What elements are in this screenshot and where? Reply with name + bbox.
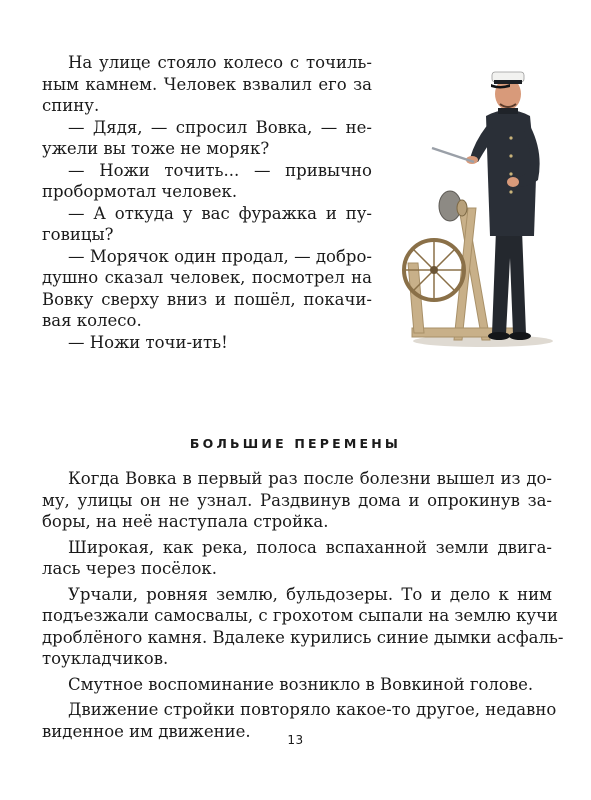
knife-grinder-man-illustration [398, 58, 558, 354]
text-line: му, улицы он не узнал. Раздвинув дома и опрокинув за- [42, 490, 552, 510]
text-line: — Ножи точить... — привычно [68, 160, 372, 180]
text-line: спину. [42, 96, 100, 115]
text-line: подъезжали самосвалы, с грохотом сыпали на землю кучи [42, 606, 559, 625]
text-line: — Ножи точи-ить! [68, 332, 228, 352]
text-line: Движение стройки повторяло какое-то другое, недавно [68, 700, 557, 719]
text-line: лась через посёлок. [42, 559, 217, 578]
text-line: тоукладчиков. [42, 649, 169, 668]
text-line: ужели вы тоже не моряк? [42, 139, 270, 158]
text-line: пробормотал человек. [42, 182, 238, 201]
text-line: боры, на неё наступала стройка. [42, 512, 329, 531]
dialogue-block [42, 52, 372, 353]
text-line: Широкая, как река, полоса вспаханной земли двига- [68, 537, 552, 557]
text-line: дроблёного камня. Вдалеке курились синие дымки асфаль- [42, 627, 564, 647]
page-number: 13 [287, 733, 304, 747]
text-line: — Морячок один продал, — добро- [68, 246, 372, 266]
text-line: Урчали, ровняя землю, бульдозеры. То и дело к ним [68, 584, 552, 604]
text-line: душно сказал человек, посмотрел на [42, 268, 372, 287]
text-line: На улице стояло колесо с точиль- [68, 53, 372, 72]
text-line: Смутное воспоминание возникло в Вовкиной голове. [68, 674, 534, 694]
section-heading: БОЛЬШИЕ ПЕРЕМЕНЫ [189, 436, 402, 451]
text-line: — Дядя, — спросил Вовка, — не- [68, 117, 372, 137]
text-line: вая колесо. [42, 311, 142, 330]
text-line: — А откуда у вас фуражка и пу- [68, 203, 372, 223]
narrative-block [42, 468, 564, 742]
text-line: Вовку сверху вниз и пошёл, покачи- [42, 289, 372, 309]
text-line: Когда Вовка в первый раз после болезни вышел из до- [68, 469, 552, 488]
text-line: виденное им движение. [42, 721, 251, 741]
text-line: ным камнем. Человек взвалил его за [42, 74, 372, 94]
text-line: говицы? [42, 225, 114, 244]
